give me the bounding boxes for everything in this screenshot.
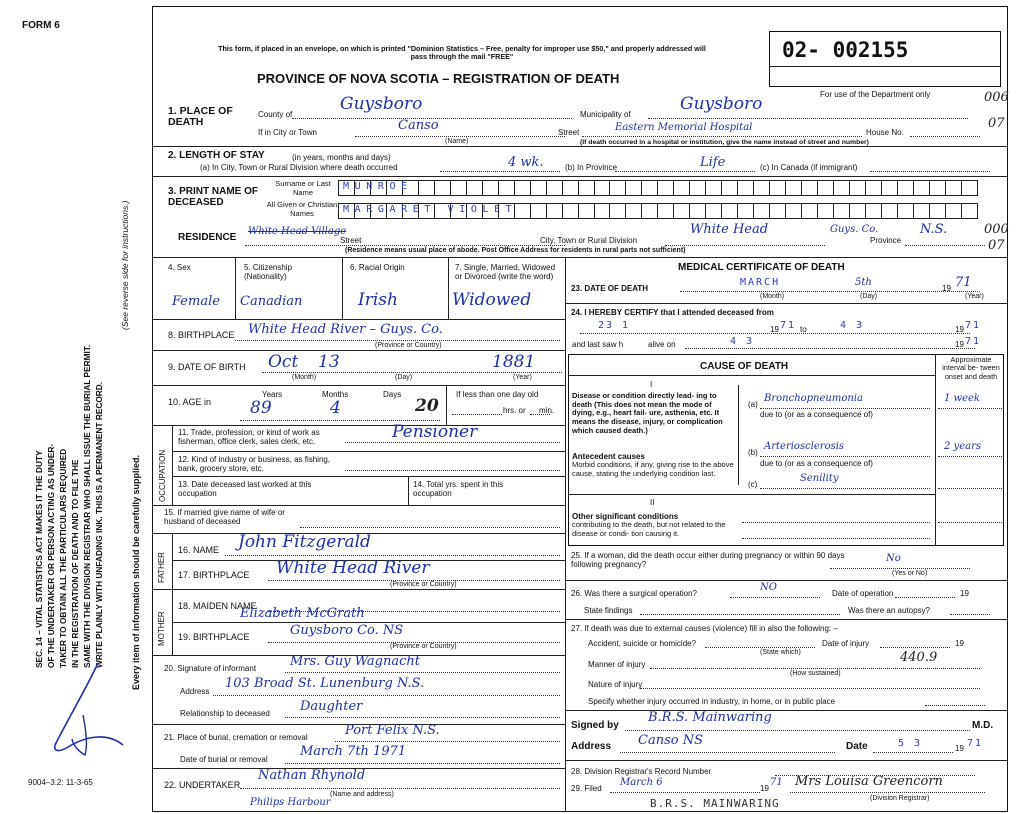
relationship-label: Relationship to deceased — [180, 709, 270, 718]
citizenship-label: 5. Citizenship (Nationality) — [244, 263, 293, 282]
attended-to-value: 4 3 — [840, 320, 865, 331]
stay-b-value: Life — [700, 155, 726, 170]
given-names-value: MARGARET VIOLET — [343, 204, 518, 215]
filed-label: 29. Filed — [571, 784, 602, 793]
racial-value: Irish — [358, 290, 398, 310]
registrar-stamp: B.R.S. MAINWARING — [650, 797, 780, 810]
manner-label: Manner of injury — [588, 660, 646, 669]
cause-b-marker: (b) — [748, 448, 758, 457]
res-street-label: Street — [340, 236, 362, 245]
md-address-value: Canso NS — [638, 733, 703, 748]
undertaker-address-value: Philips Harbour — [250, 797, 331, 808]
section-2-label: 2. LENGTH OF STAY — [168, 150, 265, 161]
dob-label: 9. DATE OF BIRTH — [168, 362, 246, 372]
surname-label: Surname or Last Name — [275, 179, 331, 197]
interval-b-value: 2 years — [944, 441, 981, 452]
father-birthplace-value: White Head River — [276, 558, 430, 578]
interval-a-value: 1 week — [944, 393, 980, 404]
total-years-label: 14. Total yrs. spent in this occupation — [413, 480, 504, 499]
cert-year-prefix: 19 — [955, 744, 964, 753]
residence-province-value: N.S. — [920, 222, 948, 237]
cause-b-value: Arteriosclerosis — [764, 441, 845, 452]
industry-label: 12. Kind of industry or business, as fishing, bank, grocery store, etc. — [178, 455, 331, 474]
section-3-label: 3. PRINT NAME OF DECEASED — [168, 186, 259, 208]
cause-c-marker: (c) — [748, 480, 758, 489]
marital-value: Widowed — [452, 290, 532, 310]
burial-date-value: March 7th 1971 — [300, 744, 407, 759]
div-registrar-caption: (Division Registrar) — [870, 795, 930, 802]
birth-day-value: 13 — [318, 352, 340, 372]
filed-year-value: 71 — [770, 777, 783, 788]
min-label: min. — [539, 406, 555, 415]
antecedent-label: Antecedent causes — [572, 452, 645, 461]
registration-number: 02- 002155 — [782, 38, 909, 62]
burial-place-label: 21. Place of burial, cremation or removal — [164, 733, 308, 742]
mother-birthplace-value: Guysboro Co. NS — [290, 623, 404, 638]
municipality-label: Municipality of — [580, 110, 631, 119]
code-440-value: 440.9 — [900, 650, 938, 665]
surname-value: MUNROE — [343, 181, 413, 192]
cert-year-value: 71 — [967, 738, 984, 749]
signature-mark — [28, 655, 128, 765]
alive-year-value: 71 — [965, 336, 982, 347]
alive-on-label: alive on — [648, 340, 676, 349]
father-birthplace-caption: (Province or Country) — [390, 581, 457, 588]
given-label: All Given or Christian Names — [266, 200, 338, 218]
registrar-value: Mrs Louisa Greencorn — [795, 774, 943, 789]
pregnancy-label: 25. If a woman, did the death occur either during pregnancy or within 90 days following pregnancy? — [571, 551, 845, 570]
last-saw-label: and last saw h — [572, 340, 624, 349]
death-day-caption: (Day) — [860, 293, 878, 300]
date-of-death-label: 23. DATE OF DEATH — [571, 284, 649, 293]
dob-day-caption: (Day) — [395, 374, 413, 381]
undertaker-value: Nathan Rhynold — [258, 768, 366, 783]
age-months-value: 4 — [330, 398, 341, 418]
relationship-value: Daughter — [300, 699, 363, 714]
age-months-label: Months — [322, 390, 349, 399]
county-value: Guysboro — [340, 94, 423, 114]
res-province-label: Province — [870, 236, 902, 245]
house-no-label: House No. — [866, 128, 904, 137]
to-year-prefix: 19 — [955, 325, 964, 334]
marital-label: 7. Single, Married, Widowed or Divorced (write the word) — [455, 263, 556, 282]
hrs-label: hrs. or — [503, 406, 526, 415]
form-title: PROVINCE OF NOVA SCOTIA – REGISTRATION OF DEATH — [257, 71, 620, 86]
residence-city-value: White Head — [690, 222, 769, 237]
md-address-label: Address — [571, 741, 612, 752]
street-value: Eastern Memorial Hospital — [615, 122, 753, 133]
state-which-caption: (State which) — [760, 649, 801, 656]
informant-address-label: Address — [180, 687, 210, 696]
informant-value: Mrs. Guy Wagnacht — [290, 654, 420, 669]
from-year-prefix: 19 — [770, 325, 779, 334]
to-year-value: 71 — [965, 320, 982, 331]
citizenship-value: Canadian — [240, 294, 303, 309]
informant-label: 20. Signature of informant — [164, 664, 257, 673]
stay-note: (in years, months and days) — [292, 153, 391, 162]
spouse-label: 15. If married give name of wife or husband of deceased — [164, 508, 285, 527]
date-operation-label: Date of operation — [832, 589, 894, 598]
surgical-value: NO — [760, 582, 777, 593]
sec14-line-2: OF THE UNDERTAKER OR PERSON ACTING AS UNDER- — [46, 443, 56, 668]
other-significant-label: Other significant conditions — [572, 512, 679, 521]
external-causes-label: 27. If death was due to external causes (violence) fill in also the following: – — [571, 624, 838, 633]
age-years-label: Years — [262, 390, 283, 399]
age-years-value: 89 — [250, 398, 272, 418]
alive-on-value: 4 3 — [730, 336, 755, 347]
other-note: contributing to the death, but not related to the disease or condi- tion causing it. — [572, 520, 726, 538]
cert-date-label: Date — [846, 741, 868, 752]
age-days-value: 20 — [415, 396, 439, 416]
stay-c-label: (c) In Canada (if immigrant) — [760, 163, 858, 172]
occupation-label: OCCUPATION — [158, 449, 167, 502]
birth-month-value: Oct — [268, 352, 299, 372]
dept-code-2: 07 — [988, 116, 1005, 131]
father-name-value: John Fitzgerald — [238, 532, 371, 552]
dob-year-caption: (Year) — [513, 374, 532, 381]
sex-value: Female — [172, 294, 220, 309]
surgical-label: 26. Was there a surgical operation? — [571, 589, 697, 598]
age-days-label: Days — [383, 390, 402, 399]
yes-no-caption: (Yes or No) — [892, 570, 928, 577]
city-label: If in City or Town — [258, 128, 317, 137]
birthplace-caption: (Province or Country) — [375, 342, 442, 349]
less-than-day-label: If less than one day old — [456, 390, 539, 399]
operation-year-prefix: 19 — [960, 589, 969, 598]
part-2-label: II — [650, 498, 655, 507]
birthplace-value: White Head River – Guys. Co. — [248, 322, 443, 337]
occupation-value: Pensioner — [392, 422, 478, 442]
how-sustained-caption: (How sustained) — [790, 670, 841, 677]
sec14-line-1: SEC. 14 – VITAL STATISTICS ACT MAKES IT THE DUTY — [34, 450, 44, 668]
part-1-label: I — [650, 380, 653, 389]
state-findings-label: State findings — [584, 606, 633, 615]
filed-year-prefix: 19 — [760, 784, 769, 793]
undertaker-caption: (Name and address) — [330, 791, 394, 798]
cause-a-value: Bronchopneumonia — [764, 393, 863, 404]
medical-cert-title: MEDICAL CERTIFICATE OF DEATH — [678, 262, 845, 273]
alive-year-prefix: 19 — [955, 340, 964, 349]
mother-label: MOTHER — [157, 611, 166, 646]
county-label: County of — [258, 110, 293, 119]
residence-street-value: White Head Village — [248, 226, 347, 237]
name-caption: (Name) — [445, 138, 469, 145]
mailing-note: This form, if placed in an envelope, on which is printed "Dominion Statistics – Free, penalty for improper use $50," and properly addressed will pass through the mail "FREE" — [218, 44, 706, 62]
nature-label: Nature of injury — [588, 680, 643, 689]
sex-label: 4. Sex — [168, 263, 191, 272]
disease-directly-label: Disease or condition directly lead- ing to death (This does not mean the mode of dying, e.g., heart fail- ure, asthenia, etc. It means the disease, injury, or complication which caused death.) — [572, 391, 723, 435]
street-label: Street — [558, 128, 580, 137]
specify-label: Specify whether injury occurred in industry, in home, or in public place — [588, 697, 836, 706]
interval-header: Approximate interval be- tween onset and death — [942, 355, 1000, 381]
residence-label: RESIDENCE — [178, 232, 237, 243]
surname-grid — [338, 180, 978, 196]
dept-use-label: For use of the Department only — [820, 90, 931, 99]
accident-label: Accident, suicide or homicide? — [588, 639, 697, 648]
md-label: M.D. — [972, 720, 994, 731]
dept-code-1: 006 — [984, 90, 1009, 105]
cert-date-value: 5 3 — [898, 738, 923, 749]
antecedent-note: Morbid conditions, if any, giving rise to the above cause, stating the underlying condition last. — [572, 460, 734, 478]
hospital-note: (If death occurred in a hospital or institution, give the name instead of street and number) — [580, 139, 869, 146]
dept-code-3: 000 — [984, 222, 1009, 237]
death-year-caption: (Year) — [965, 293, 984, 300]
signed-by-value: B.R.S. Mainwaring — [648, 710, 772, 725]
dept-code-4: 07 — [988, 238, 1005, 253]
death-month-value: MARCH — [740, 277, 781, 288]
informant-address-value: 103 Broad St. Lunenburg N.S. — [225, 676, 425, 691]
father-label: FATHER — [157, 552, 166, 583]
city-value: Canso — [398, 118, 439, 133]
mother-birthplace-label: 19. BIRTHPLACE — [178, 632, 250, 642]
filed-month-value: March 6 — [620, 777, 663, 788]
form-number: FORM 6 — [22, 20, 60, 31]
cause-c-value: Senility — [800, 473, 839, 484]
trade-label: 11. Trade, profession, or kind of work as fisherman, office clerk, sales clerk, etc. — [178, 428, 320, 447]
father-name-label: 16. NAME — [178, 545, 220, 555]
cause-of-death-title: CAUSE OF DEATH — [700, 361, 789, 372]
cause-a-marker: (a) — [748, 400, 758, 409]
burial-date-label: Date of burial or removal — [180, 755, 268, 764]
stay-b-label: (b) In Province — [565, 163, 618, 172]
death-day-value: 5th — [855, 277, 872, 288]
sec14-line-6: WRITE PLAINLY WITH UNFADING INK. THIS IS A PERMANENT RECORD. — [94, 381, 104, 668]
burial-place-value: Port Felix N.S. — [345, 723, 440, 738]
due-to-a-label: due to (or as a consequence of) — [760, 410, 873, 419]
sec14-line-5: SAME WITH THE DIVISION REGISTRAR WHO SHALL ISSUE THE BURIAL PERMIT. — [82, 344, 92, 668]
sec14-line-3: TAKER TO OBTAIN ALL THE PARTICULARS REQUIRED — [58, 448, 68, 668]
autopsy-label: Was there an autopsy? — [848, 606, 930, 615]
due-to-b-label: due to (or as a consequence of) — [760, 459, 873, 468]
pregnancy-value: No — [886, 553, 901, 564]
father-birthplace-label: 17. BIRTHPLACE — [178, 570, 250, 580]
stay-a-value: 4 wk. — [508, 155, 544, 170]
injury-year-prefix: 19 — [955, 639, 964, 648]
to-label: to — [800, 325, 807, 334]
date-injury-label: Date of injury — [822, 639, 870, 648]
age-label: 10. AGE in — [168, 397, 212, 407]
dob-month-caption: (Month) — [292, 374, 317, 381]
mother-maiden-value: Elizabeth McGrath — [240, 606, 365, 621]
maiden-name-label: 18. MAIDEN NAME — [178, 601, 257, 611]
attended-from-value: 23 1 — [598, 320, 631, 331]
death-year-prefix: 19 — [942, 284, 951, 293]
record-number-label: 28. Division Registrar's Record Number — [571, 767, 712, 776]
from-year-value: 71 — [780, 320, 797, 331]
sec14-line-4: IN THE REGISTRATION OF DEATH AND TO FILE THE — [70, 459, 80, 668]
mother-birthplace-caption: (Province or Country) — [390, 643, 457, 650]
res-city-label: City, Town or Rural Division — [540, 236, 638, 245]
residence-county-value: Guys. Co. — [830, 224, 879, 235]
signed-by-label: Signed by — [571, 720, 619, 731]
section-1-label: 1. PLACE OF DEATH — [168, 105, 233, 129]
print-code: 9004–3.2: 11-3-65 — [28, 778, 93, 787]
birthplace-label: 8. BIRTHPLACE — [168, 330, 235, 340]
attended-label: 24. I HEREBY CERTIFY that I attended deceased from — [571, 308, 774, 317]
death-year-value: 71 — [955, 275, 972, 290]
birth-year-value: 1881 — [492, 352, 536, 372]
careful-note: Every item of information should be carefully supplied. — [131, 454, 141, 690]
residence-note: (Residence means usual place of abode. Post Office Address for residents in rural parts not sufficient) — [345, 247, 686, 254]
undertaker-label: 22. UNDERTAKER — [164, 780, 241, 790]
stay-a-label: (a) In City, Town or Rural Division where death occurred — [200, 163, 398, 172]
last-worked-label: 13. Date deceased last worked at this occupation — [178, 480, 312, 499]
reverse-side-note: (See reverse side for instructions.) — [120, 200, 130, 330]
racial-label: 6. Racial Origin — [350, 263, 405, 272]
municipality-value: Guysboro — [680, 94, 763, 114]
death-month-caption: (Month) — [760, 293, 785, 300]
